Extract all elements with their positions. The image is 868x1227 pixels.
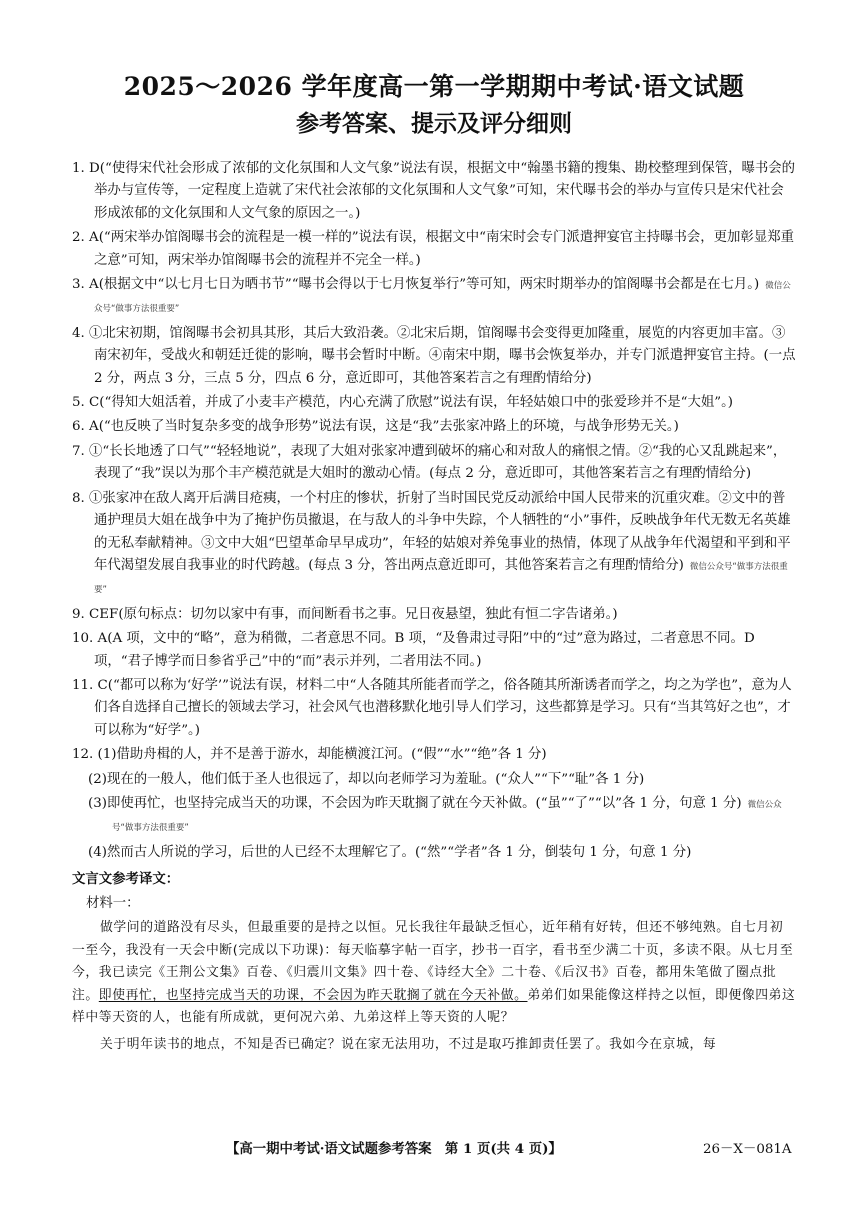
material-1-title: 材料一： xyxy=(86,895,140,911)
watermark-text: 微信公众号“做事方法很重要” xyxy=(94,281,791,315)
answer-8 xyxy=(72,488,796,602)
translation-paragraph-1 xyxy=(72,917,796,1030)
answer-12-4: (4)然而古人所说的学习，后世的人已经不太理解它了。(“然”“学者”各 1 分，倒装句 1 分，句意 1 分) xyxy=(88,844,692,860)
answer-5: 5. C(“得知大姐活着，并成了小麦丰产模范，内心充满了欣慰”说法有误，年轻姑娘口中的张爱珍并不是“大姐”。) xyxy=(72,395,733,411)
answer-12-3-text: (3)即使再忙，也坚持完成当天的功课，不会因为昨天耽搁了就在今天补做。(“虽”“了”“以”各 1 分，句意 1 分) xyxy=(88,795,742,811)
translation-paragraph-2: 关于明年读书的地点，不知是否已确定？说在家无法用功，不过是取巧推卸责任罢了。我如今在京城，每 xyxy=(100,1036,717,1052)
answer-4: 4. ①北宋初期，馆阁曝书会初具其形，其后大致沿袭。②北宋后期，馆阁曝书会变得更加隆重，展览的内容更加丰富。③南宋初年，受战火和朝廷迁徙的影响，曝书会暂时中断。④南宋中期，曝书会恢复举办，并专门派遣押宴官主持。(一点 2 分，两点 3 分，三点 5 分，四点 6 分，意近即可，其他答案若言之有理酌情给分) xyxy=(72,325,796,386)
answer-list xyxy=(72,158,796,1057)
watermark-text: 微信公众号“做事方法很重要” xyxy=(94,561,788,596)
answer-12-2: (2)现在的一般人，他们低于圣人也很远了，却以向老师学习为羞耻。(“众人”“下”“耻”各 1 分) xyxy=(88,771,645,787)
answer-2: 2. A(“两宋举办馆阁曝书会的流程是一模一样的”说法有误，根据文中“南宋时会专门派遣押宴官主持曝书会，更加彰显郑重之意”可知，两宋举办馆阁曝书会的流程并不完全一样。) xyxy=(72,230,794,268)
answer-10: 10. A(A 项，文中的“略”，意为稍微，二者意思不同。B 项，“及鲁肃过寻阳”中的“过”意为路过，二者意思不同。D 项，“君子博学而日参省乎己”中的“而”表示并列，二者用法不同。) xyxy=(72,631,755,669)
answer-3-text: 3. A(根据文中“以七月七日为晒书节”“曝书会得以于七月恢复举行”等可知，两宋时期举办的馆阁曝书会都是在七月。) xyxy=(72,277,760,293)
page-title: 2025～2026 学年度高一第一学期期中考试·语文试题 xyxy=(123,72,745,101)
footer-page-info: 【高一期中考试·语文试题参考答案 第 1 页(共 4 页)】 xyxy=(226,1141,562,1157)
answer-12-3 xyxy=(72,793,796,840)
translation-p1-before: 做学问的道路没有尽头，但最重要的是持之以恒。兄长我往年最缺乏恒心，近年稍有好转，但还不够纯熟。自七月初一至今，我没有一天会中断(完成以下功课)：每天临摹字帖一百字，抄书一百字，看书至少满二十页，多读不限。从七月至今，我已读完《王荆公文集》百卷、《归震川文集》四十卷、《诗经大全》二十卷、《后汉书》百卷，都用朱笔做了圈点批注。 xyxy=(72,920,794,1003)
answer-9: 9. CEF(原句标点：切勿以家中有事，而间断看书之事。兄日夜悬望，独此有恒二字告诸弟。) xyxy=(72,606,618,622)
answer-3 xyxy=(72,274,796,321)
answer-12-1: 12. (1)借助舟楫的人，并不是善于游水，却能横渡江河。(“假”“水”“绝”各 1 分) xyxy=(72,747,547,763)
translation-p1-underlined: 即使再忙，也坚持完成当天的功课，不会因为昨天耽搁了就在今天补做。 xyxy=(98,987,528,1003)
answer-7: 7. ①“长长地透了口气”“轻轻地说”，表现了大姐对张家冲遭到破坏的痛心和对敌人的痛恨之情。②“我的心又乱跳起来”，表现了“我”误以为那个丰产模范就是大姐时的激动心情。(每点 2 分，意近即可，其他答案若言之有理酌情给分) xyxy=(72,443,787,482)
answer-1: 1. D(“使得宋代社会形成了浓郁的文化氛围和人文气象”说法有误，根据文中“翰墨书籍的搜集、勘校整理到保管，曝书会的举办与宣传等，一定程度上造就了宋代社会浓郁的文化氛围和人文气象”可知，宋代曝书会的举办与宣传只是宋代社会形成浓郁的文化氛围和人文气象的原因之一。) xyxy=(72,161,796,221)
translation-heading: 文言文参考译文： xyxy=(72,871,180,888)
translation-p1-after: 弟弟们如果能像这样持之以恒，即便像四弟这样中等天资的人，也能有所成就，更何况六弟、九弟这样上等天资的人呢？ xyxy=(72,987,796,1026)
footer-code: 26－X－081A xyxy=(703,1142,792,1157)
answer-8-text: 8. ①张家冲在敌人离开后满目疮痍，一个村庄的惨状，折射了当时国民党反动派给中国人民带来的沉重灾难。②文中的普通护理员大姐在战争中为了掩护伤员撤退，在与敌人的斗争中失踪，个人牺牲的“小”事件，反映战争年代无数无名英雄的无私奉献精神。③文中大姐“巴望革命早早成功”，年轻的姑娘对养兔事业的热情，体现了从战争年代渴望和平到和平年代渴望发展自我事业的时代跨越。(每点 3 分，答出两点意近即可，其他答案若言之有理酌情给分) xyxy=(72,490,791,573)
page-subtitle: 参考答案、提示及评分细则 xyxy=(296,110,572,137)
answer-6: 6. A(“也反映了当时复杂多变的战争形势”说法有误，这是“我”去张家冲路上的环境，与战争形势无关。) xyxy=(72,419,679,435)
answer-11: 11. C(“都可以称为‘好学’”说法有误，材料二中“人各随其所能者而学之，俗各随其所渐诱者而学之，均之为学也”，意为人们各自选择自己擅长的领域去学习，社会风气也潜移默化地引导人们学习，这些都算是学习。只有“当其笃好之也”，才可以称为“好学”。) xyxy=(72,677,792,738)
watermark-text: 微信公众号“做事方法很重要” xyxy=(112,799,782,834)
